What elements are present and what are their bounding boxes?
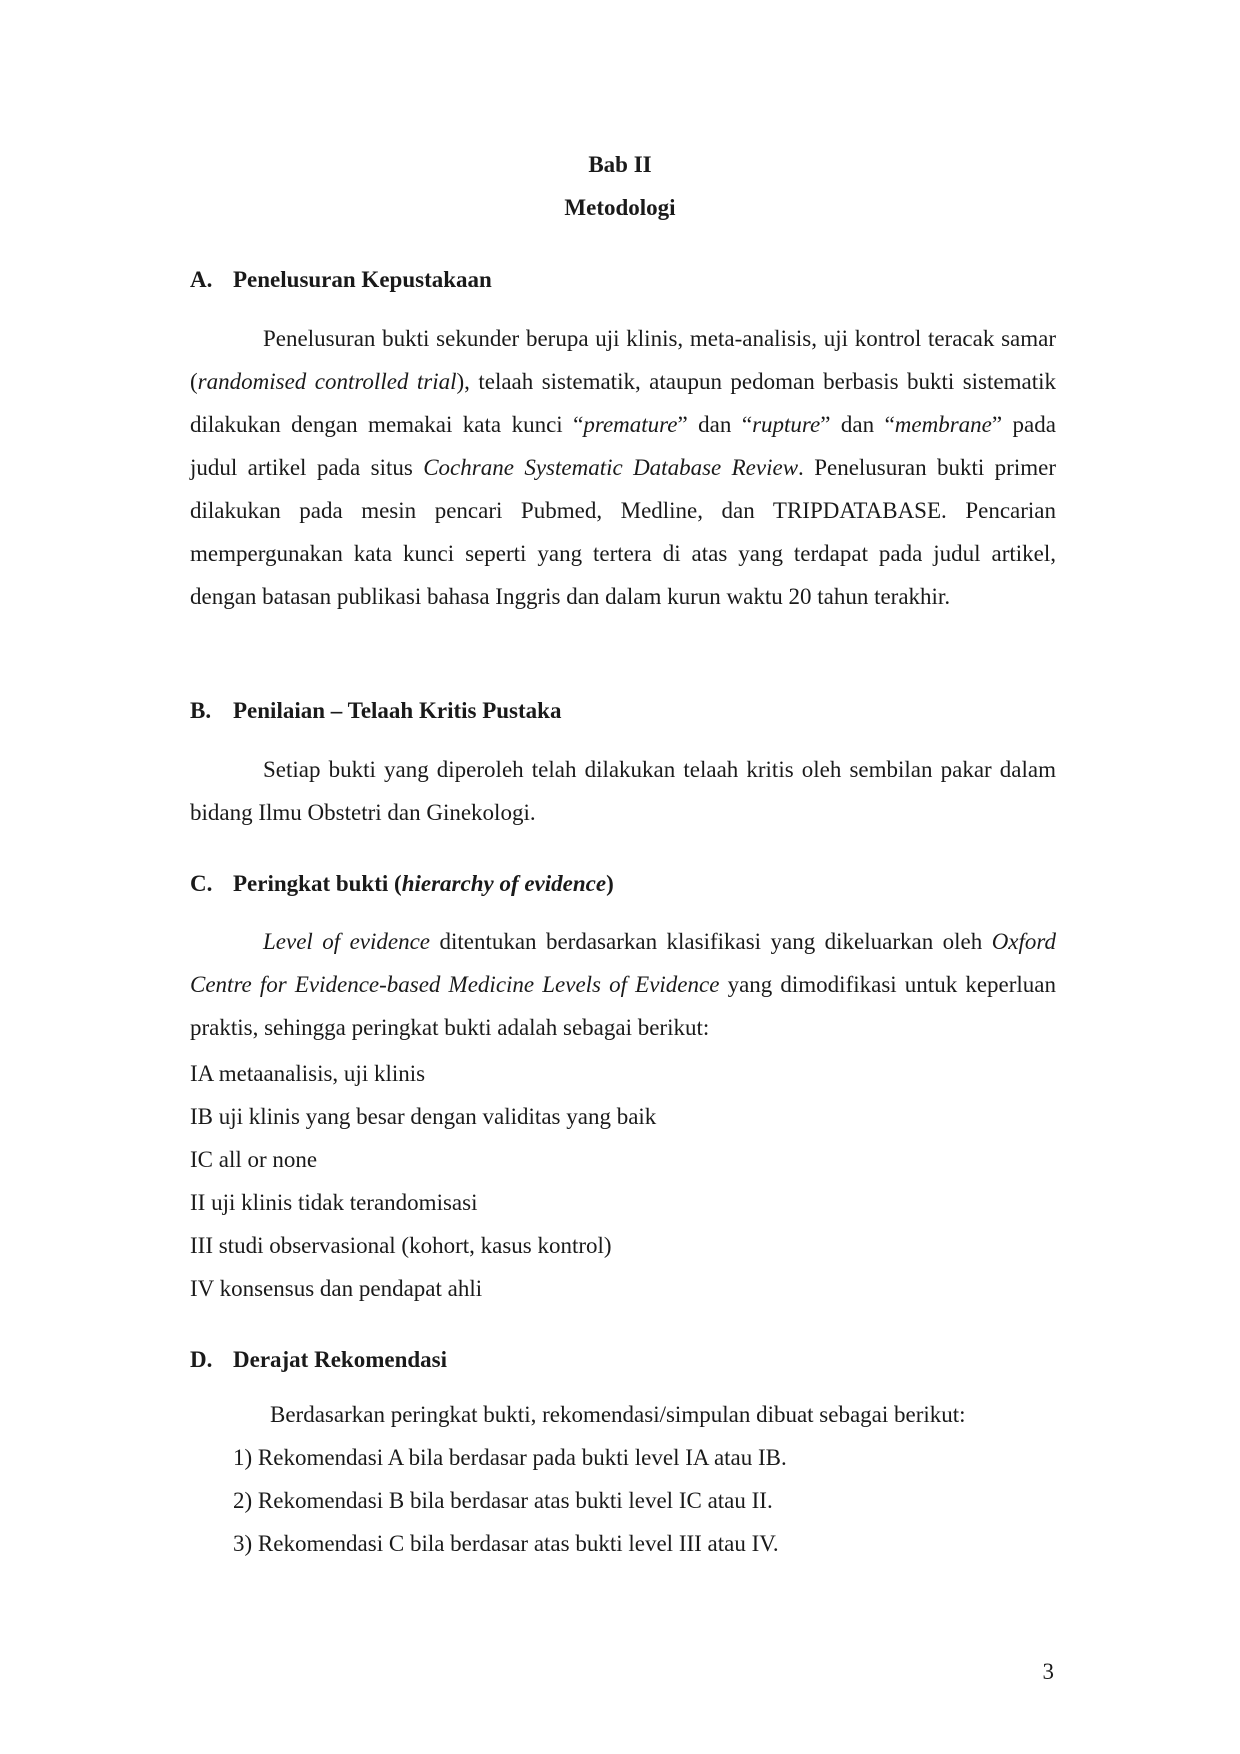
page-number: 3 [1042, 1659, 1054, 1684]
section-d-intro: Berdasarkan peringkat bukti, rekomendasi/simpulan dibuat sebagai berikut: [270, 1402, 966, 1427]
evidence-level-item: II uji klinis tidak terandomisasi [190, 1190, 478, 1215]
section-a-paragraph: Penelusuran bukti sekunder berupa uji klinis, meta-analisis, uji kontrol teracak samar (randomised controlled trial), telaah sistematik, ataupun pedoman berbasis bukti sistematik dilakukan dengan memakai kata kunci “premature” dan “rupture” dan “membrane” pada judul artikel pada situs Cochrane Systematic Database Review. Penelusuran bukti primer dilakukan pada mesin pencari Pubmed, Medline, dan TRIPDATABASE. Pencarian mempergunakan kata kunci seperti yang tertera di atas yang terdapat pada judul artikel, dengan batasan publikasi bahasa Inggris dan dalam kurun waktu 20 tahun terakhir. [190, 326, 1056, 609]
evidence-level-item: IV konsensus dan pendapat ahli [190, 1276, 483, 1301]
evidence-level-item: IA metaanalisis, uji klinis [190, 1061, 426, 1086]
section-c-heading: C. Peringkat bukti (hierarchy of evidence) [190, 871, 614, 896]
section-b-heading [190, 698, 561, 724]
section-a-heading [190, 267, 492, 293]
evidence-level-item: III studi observasional (kohort, kasus kontrol) [190, 1233, 612, 1258]
recommendation-item: 3) Rekomendasi C bila berdasar atas bukti level III atau IV. [233, 1531, 779, 1556]
section-b-title: Penilaian – Telaah Kritis Pustaka [233, 698, 562, 723]
chapter-number: Bab II [588, 152, 652, 177]
recommendation-item: 1) Rekomendasi A bila berdasar pada bukti level IA atau IB. [233, 1445, 787, 1470]
section-c-letter: C. [190, 871, 213, 896]
section-a-letter: A. [190, 267, 213, 292]
evidence-level-item: IB uji klinis yang besar dengan validitas yang baik [190, 1104, 657, 1129]
section-c-paragraph: Level of evidence ditentukan berdasarkan klasifikasi yang dikeluarkan oleh Oxford Centre for Evidence-based Medicine Levels of Evidence yang dimodifikasi untuk keperluan praktis, sehingga peringkat bukti adalah sebagai berikut: [190, 929, 1056, 1040]
section-b-letter: B. [190, 698, 212, 723]
section-d-heading [190, 1347, 447, 1373]
evidence-level-item: IC all or none [190, 1147, 318, 1172]
section-b-paragraph: Setiap bukti yang diperoleh telah dilakukan telaah kritis oleh sembilan pakar dalam bidang Ilmu Obstetri dan Ginekologi. [190, 757, 1056, 825]
section-d-letter: D. [190, 1347, 213, 1372]
recommendation-item: 2) Rekomendasi B bila berdasar atas bukti level IC atau II. [233, 1488, 773, 1513]
section-a-title: Penelusuran Kepustakaan [233, 267, 492, 292]
chapter-title: Metodologi [564, 195, 676, 220]
section-d-title: Derajat Rekomendasi [233, 1347, 447, 1372]
